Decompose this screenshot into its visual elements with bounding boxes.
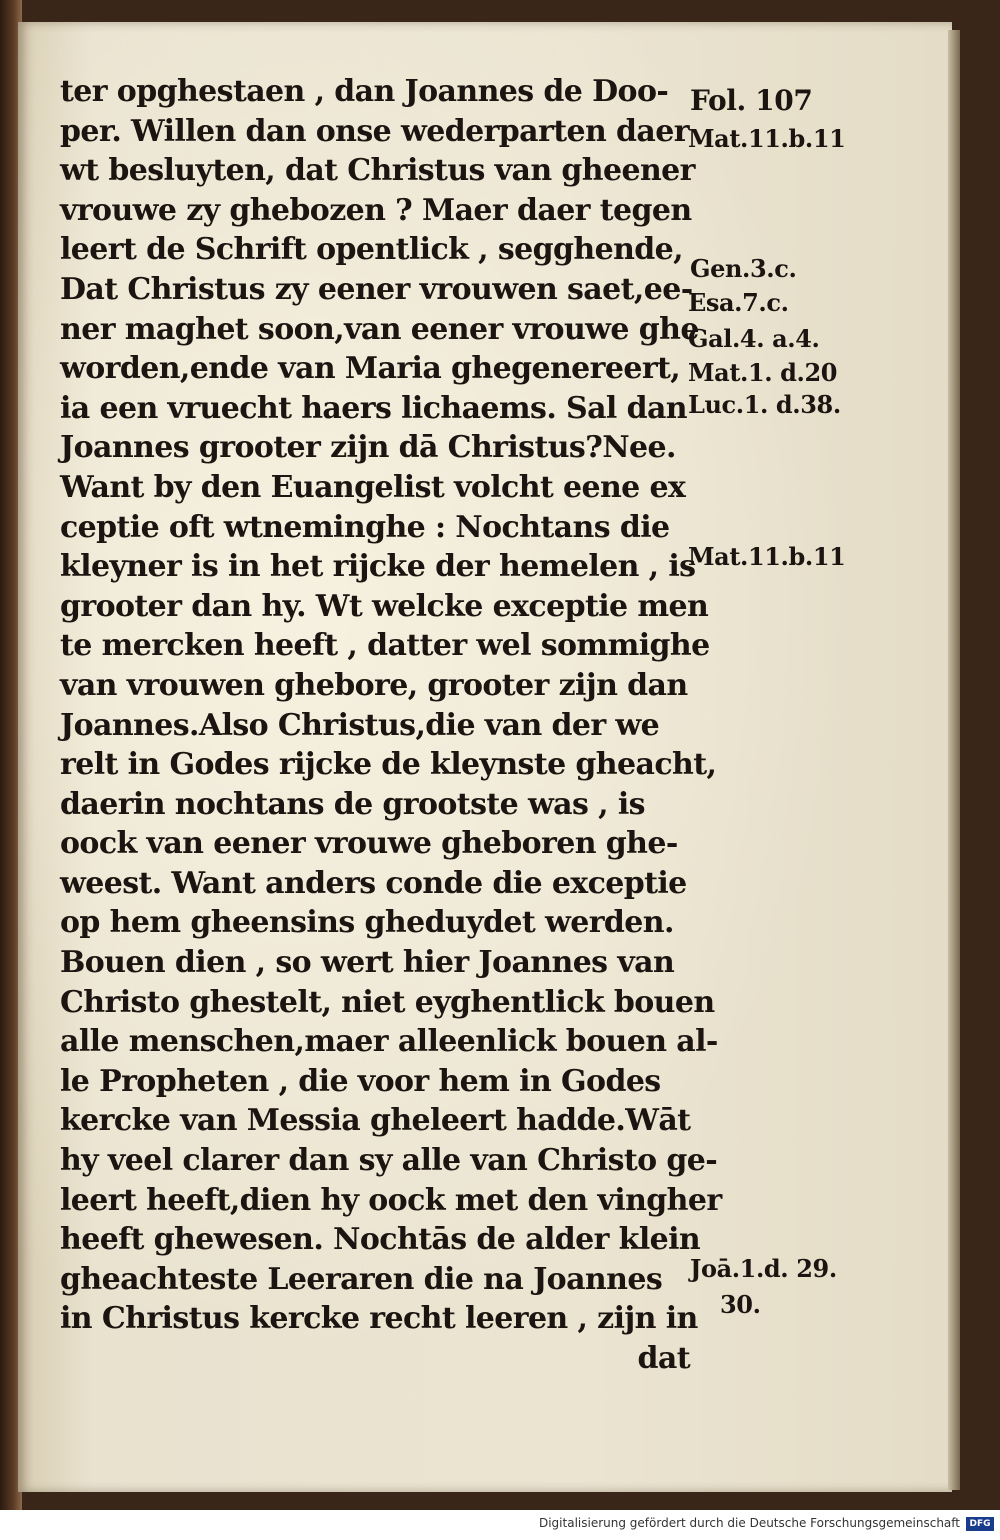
- text-line: hy veel clarer dan sy alle van Christo ge-: [60, 1143, 718, 1179]
- text-line: op hem gheensins gheduydet werden.: [60, 905, 674, 941]
- text-line: per. Willen dan onse wederparten daer: [60, 113, 689, 149]
- text-line: weest. Want anders conde die exceptie: [60, 865, 687, 901]
- funding-credit: Digitalisierung gefördert durch die Deutsche Forschungsgemeinschaft: [538, 1516, 960, 1530]
- text-line: kleyner is in het rijcke der hemelen , is: [60, 549, 696, 585]
- dfg-logo: DFG: [966, 1517, 994, 1531]
- margin-note: Esa.7.c.: [688, 288, 789, 317]
- text-line: alle menschen,maer alleenlick bouen al-: [60, 1024, 718, 1060]
- footer-bar: [0, 1510, 1000, 1540]
- margin-note: 30.: [720, 1290, 761, 1319]
- text-line: worden,ende van Maria ghegenereert,: [60, 351, 681, 387]
- margin-note: Mat.11.b.11: [688, 124, 846, 153]
- text-line: grooter dan hy. Wt welcke exceptie men: [60, 588, 709, 624]
- text-line: gheachteste Leeraren die na Joannes: [60, 1261, 663, 1297]
- text-line: kercke van Messia gheleert hadde.Wāt: [60, 1103, 691, 1139]
- text-line: ter opghestaen , dan Joannes de Doo-: [60, 74, 669, 109]
- text-line: Want by den Euangelist volcht eene ex: [60, 469, 686, 505]
- margin-note: Gal.4. a.4.: [688, 324, 820, 353]
- margin-note: Gen.3.c.: [690, 254, 797, 283]
- body-text: [60, 72, 722, 1379]
- text-line: van vrouwen ghebore, grooter zijn dan: [60, 667, 688, 703]
- text-line: Christo ghestelt, niet eyghentlick bouen: [60, 984, 715, 1020]
- text-line: ner maghet soon,van eener vrouwe ghe: [60, 311, 699, 347]
- text-line: ceptie oft wtneminghe : Nochtans die: [60, 509, 670, 545]
- text-line: wt besluyten, dat Christus van gheener: [60, 153, 695, 189]
- text-line: Joannes grooter zijn dā Christus?Nee.: [60, 430, 676, 466]
- folio-number: Fol. 107: [690, 84, 813, 117]
- text-line: Joannes.Also Christus,die van der we: [60, 707, 660, 743]
- text-line: heeft ghewesen. Nochtās de alder klein: [60, 1222, 701, 1258]
- text-line: te mercken heeft , datter wel sommighe: [60, 628, 710, 664]
- text-line: vrouwe zy ghebozen ? Maer daer tegen: [60, 192, 692, 228]
- margin-note: Mat.1. d.20: [688, 358, 838, 387]
- text-line: oock van eener vrouwe gheboren ghe-: [60, 826, 678, 862]
- page-stack-edge: [948, 30, 960, 1490]
- text-line: leert heeft,dien hy oock met den vingher: [60, 1182, 722, 1218]
- text-line: Bouen dien , so wert hier Joannes van: [60, 945, 675, 981]
- text-line: daerin nochtans de grootste was , is: [60, 786, 645, 822]
- text-line: ia een vruecht haers lichaems. Sal dan: [60, 390, 687, 426]
- margin-note: Luc.1. d.38.: [688, 390, 841, 419]
- text-line: relt in Godes rijcke de kleynste gheacht,: [60, 747, 717, 783]
- text-line: leert de Schrift opentlick , segghende,: [60, 232, 684, 268]
- catchword: dat: [637, 1341, 690, 1376]
- text-line: in Christus kercke recht leeren , zijn in: [60, 1301, 698, 1337]
- text-line: le Propheten , die voor hem in Godes: [60, 1063, 661, 1099]
- margin-note: Mat.11.b.11: [688, 542, 846, 571]
- text-line: Dat Christus zy eener vrouwen saet,ee-: [60, 271, 693, 307]
- margin-note: Joā.1.d. 29.: [690, 1254, 837, 1283]
